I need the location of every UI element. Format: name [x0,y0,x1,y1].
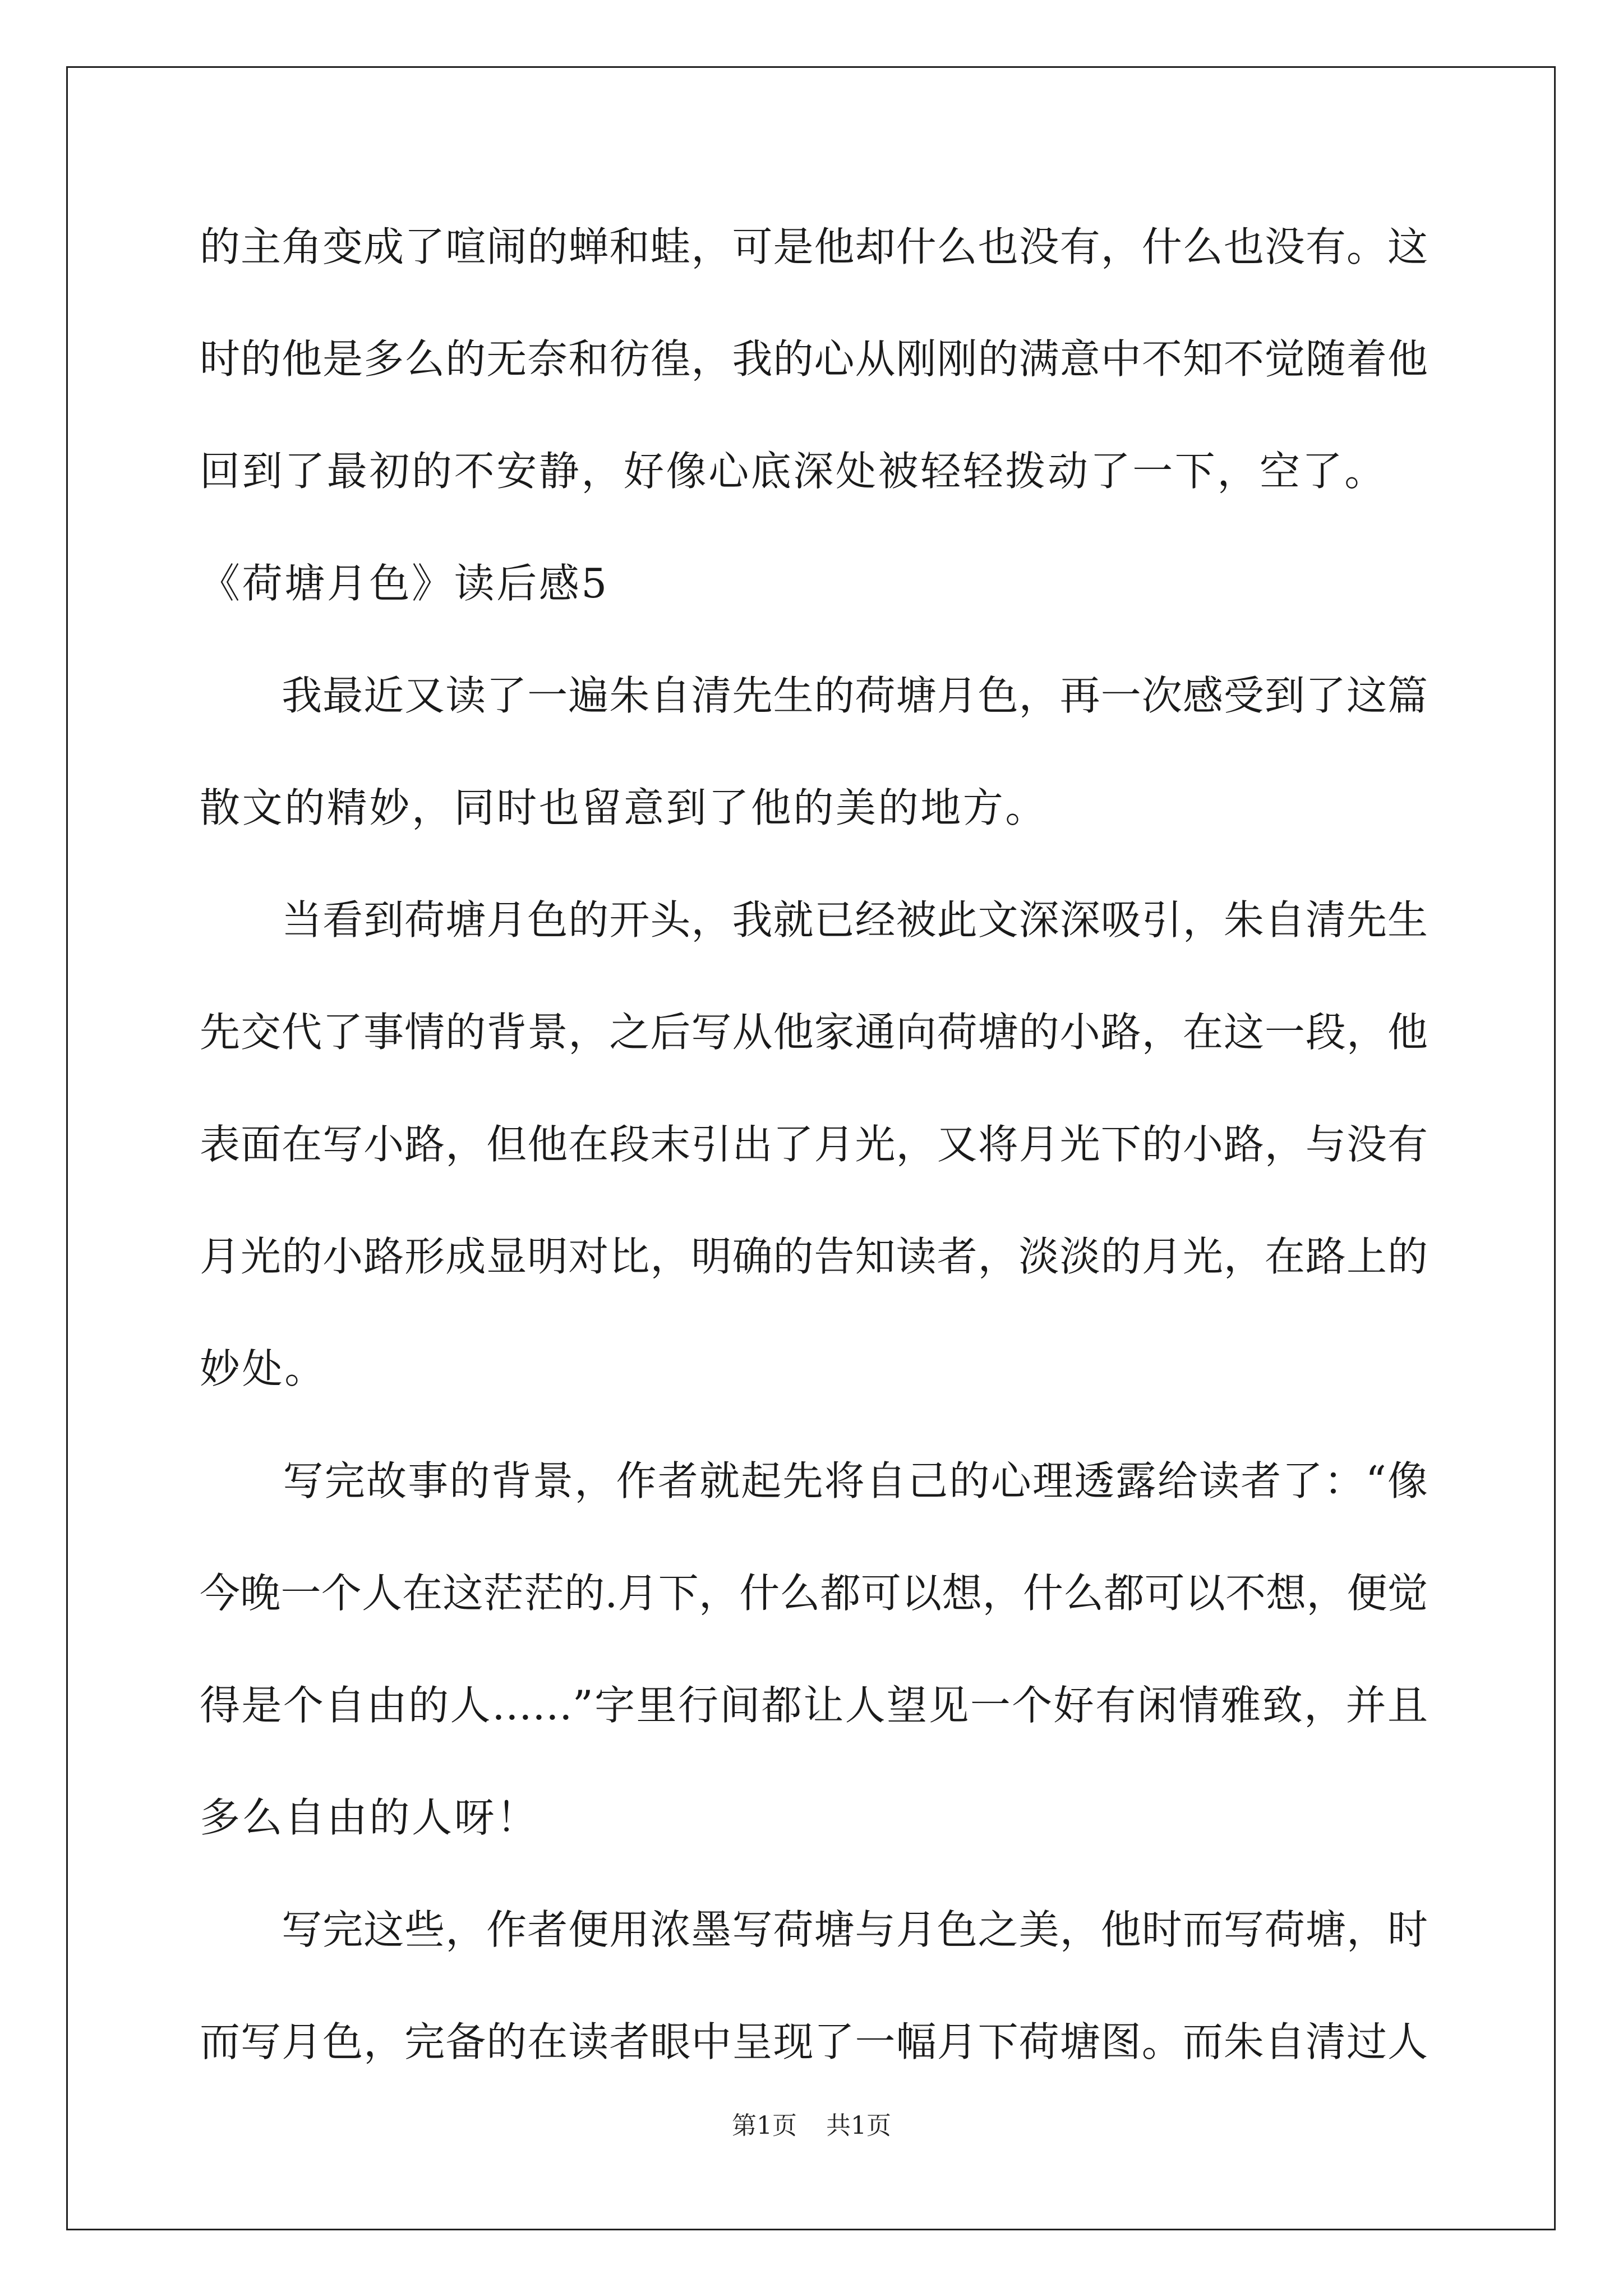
text-line: 妙处。 [200,1345,327,1392]
text-line: 的主角变成了喧闹的蝉和蛙，可是他却什么也没有，什么也没有。这 [200,223,1428,270]
text-line: 而写月色，完备的在读者眼中呈现了一幅月下荷塘图。而朱自清过人 [200,2018,1428,2065]
section-heading: 《荷塘月色》读后感5 [200,560,609,607]
text-line: 时的他是多么的无奈和彷徨，我的心从刚刚的满意中不知不觉随着他 [200,335,1428,383]
text-line: 回到了最初的不安静，好像心底深处被轻轻拨动了一下，空了。 [200,448,1387,495]
page-number: 第1页 [732,2111,797,2140]
text-line: 先交代了事情的背景，之后写从他家通向荷塘的小路，在这一段，他 [200,1009,1428,1056]
page-footer [0,2109,1623,2143]
text-line: 表面在写小路，但他在段末引出了月光，又将月光下的小路，与没有 [200,1121,1428,1168]
page-total: 共1页 [826,2111,891,2140]
text-line: 得是个自由的人……”字里行间都让人望见一个好有闲情雅致，并且 [200,1682,1428,1729]
text-line: 今晚一个人在这茫茫的.月下，什么都可以想，什么都可以不想，便觉 [200,1570,1428,1617]
document-body [200,219,1433,2126]
text-line: 散文的精妙，同时也留意到了他的美的地方。 [200,784,1048,831]
text-line: 月光的小路形成显明对比，明确的告知读者，淡淡的月光，在路上的 [200,1233,1428,1280]
text-line: 写完故事的背景，作者就起先将自己的心理透露给读者了：“像 [200,1457,1428,1504]
text-line: 我最近又读了一遍朱自清先生的荷塘月色，再一次感受到了这篇 [200,672,1428,719]
text-line: 写完这些，作者便用浓墨写荷塘与月色之美，他时而写荷塘，时 [200,1906,1428,1953]
text-line: 当看到荷塘月色的开头，我就已经被此文深深吸引，朱自清先生 [200,896,1428,944]
text-line: 多么自由的人呀！ [200,1794,539,1841]
